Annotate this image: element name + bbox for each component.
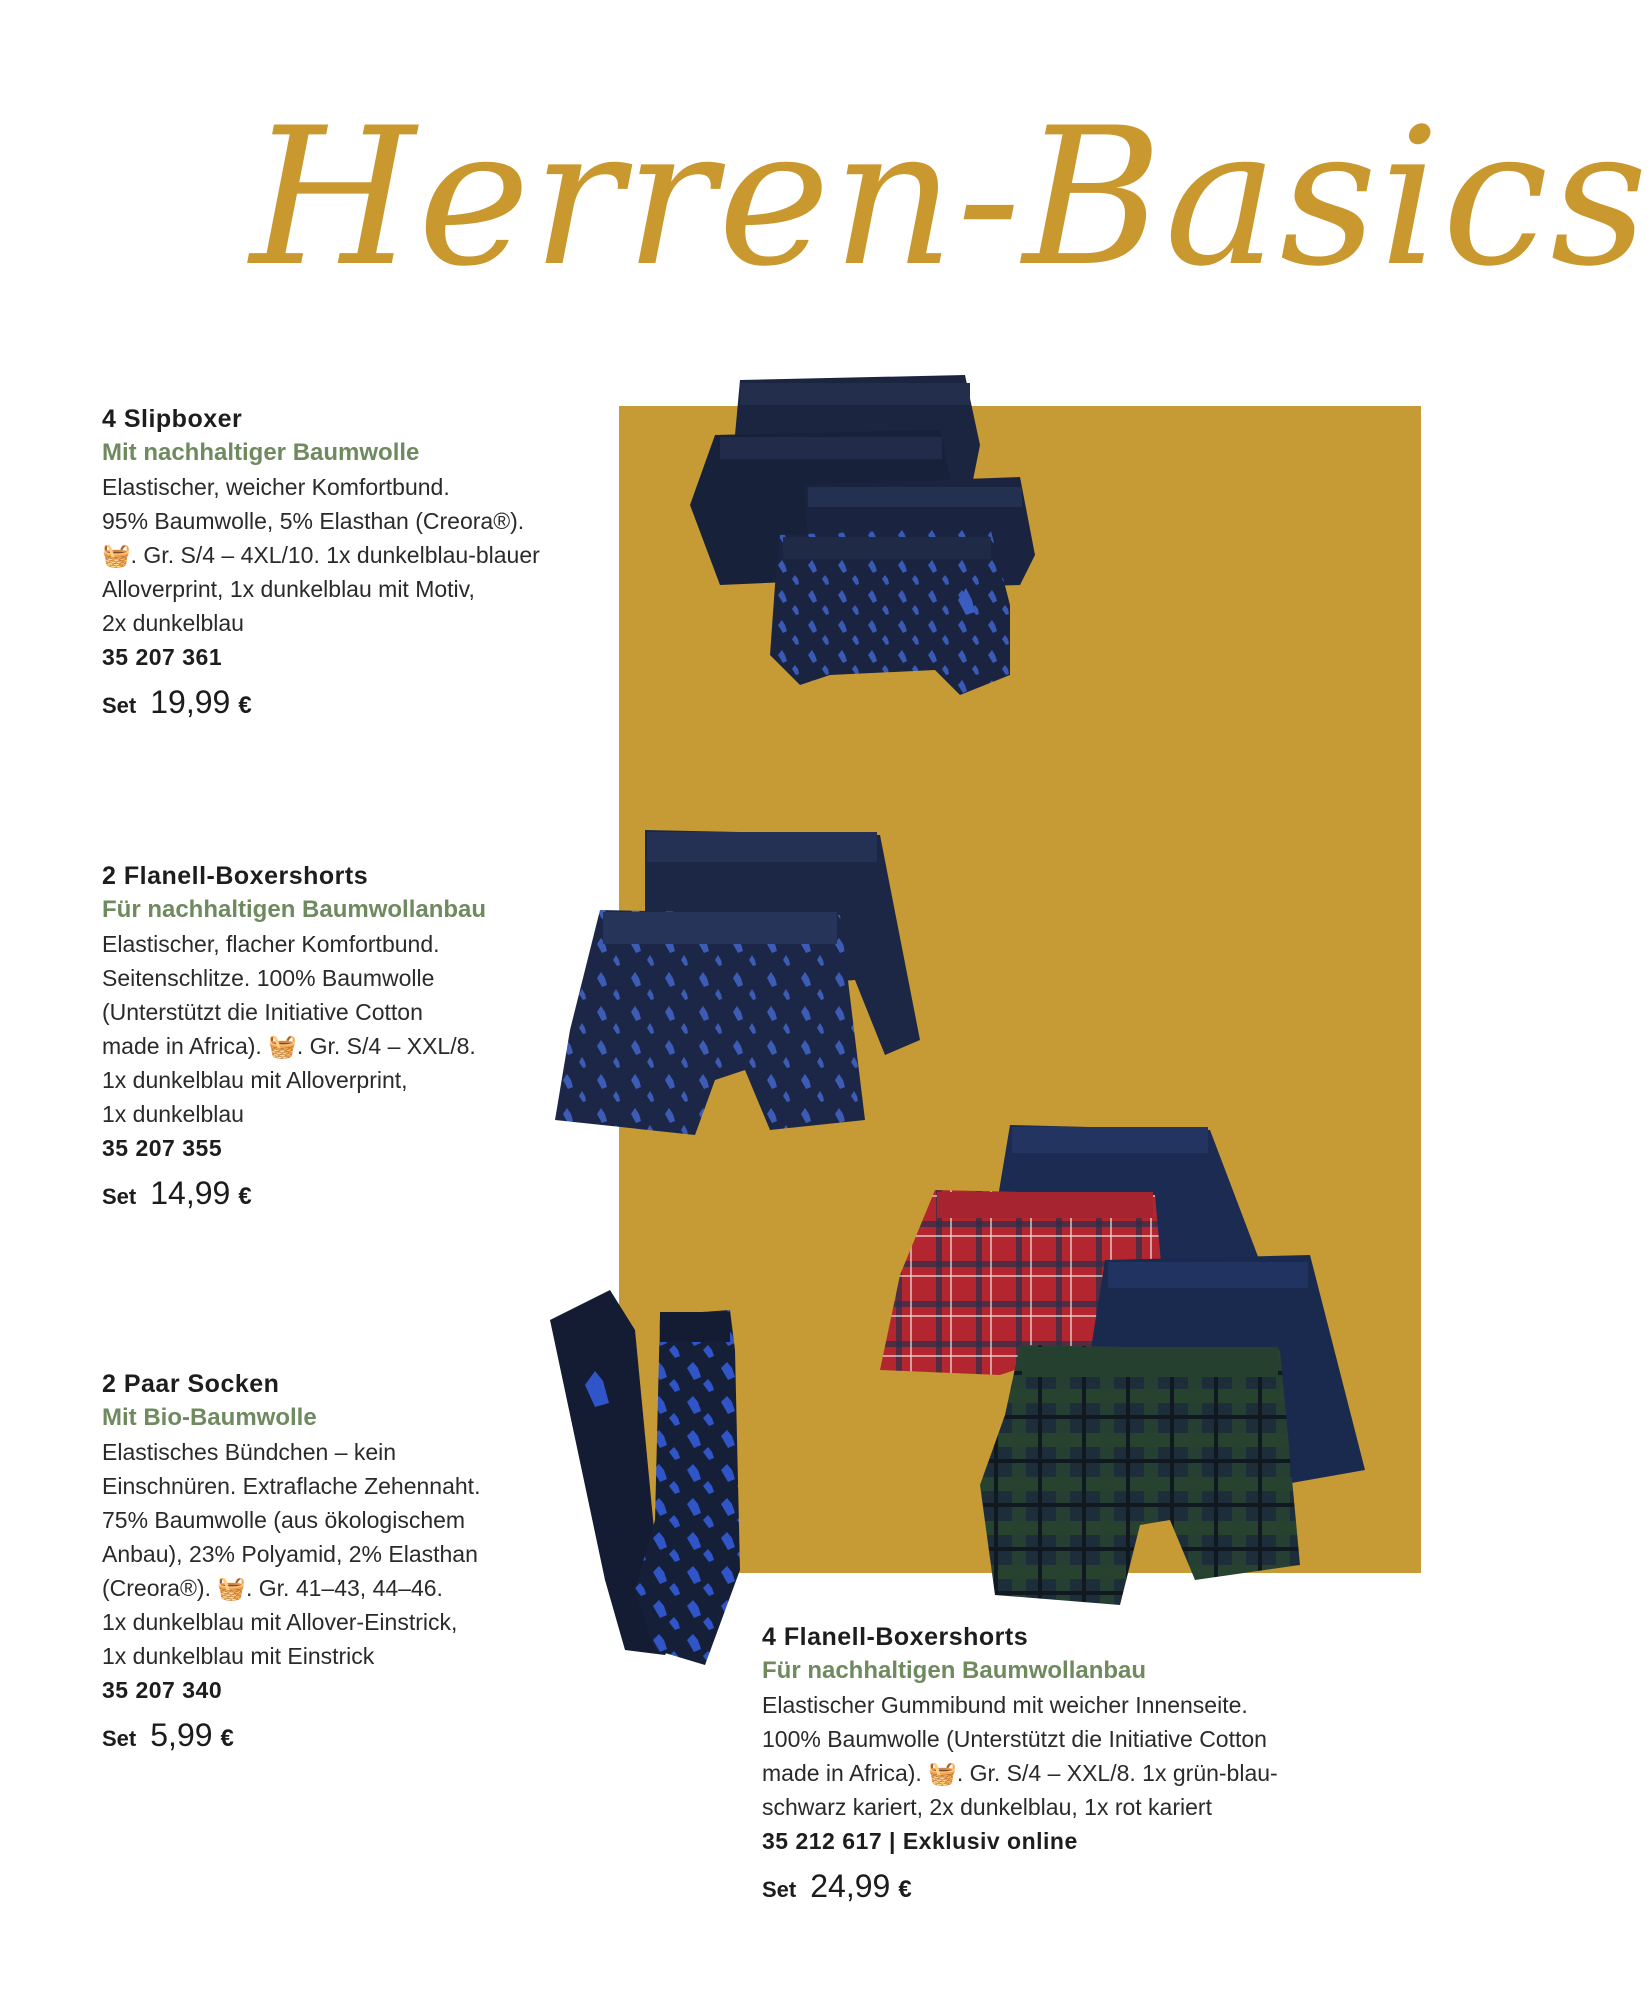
price-label: Set — [762, 1877, 797, 1902]
price-amount: 5,99 — [150, 1717, 213, 1753]
price-amount: 19,99 — [150, 684, 231, 720]
product-flanell-boxershorts-2 — [102, 859, 622, 1212]
product-description: Elastischer Gummibund mit weicher Innenseite. 100% Baumwolle (Unterstützt die Initiative Cotton made in Africa). 🧺. Gr. S/4 – XXL/8. 1x grün-blau- schwarz kariert, 2x dunkelblau, 1x rot kariert — [762, 1692, 1278, 1820]
price-label: Set — [102, 1726, 137, 1751]
currency: € — [238, 1183, 252, 1210]
product-subtitle: Mit nachhaltiger Baumwolle — [102, 439, 420, 466]
price — [762, 1868, 1402, 1905]
article-number: 35 207 340 — [102, 1677, 223, 1703]
page-title: Herren-Basics — [250, 87, 1650, 308]
price-amount: 14,99 — [150, 1175, 231, 1211]
product-socken — [102, 1367, 622, 1754]
product-description: Elastischer, weicher Komfortbund. 95% Baumwolle, 5% Elasthan (Creora®). 🧺. Gr. S/4 – 4XL/10. 1x dunkelblau-blauer Alloverprint, 1x dunkelblau mit Motiv, 2x dunkelblau — [102, 474, 540, 636]
currency: € — [898, 1876, 912, 1903]
product-subtitle: Für nachhaltigen Baumwollanbau — [762, 1657, 1147, 1684]
price — [102, 1175, 622, 1212]
product-name: 2 Flanell-Boxershorts — [102, 862, 369, 890]
product-name: 4 Flanell-Boxershorts — [762, 1623, 1029, 1651]
price — [102, 1717, 622, 1754]
product-name: 2 Paar Socken — [102, 1370, 280, 1398]
product-description: Elastischer, flacher Komfortbund. Seitenschlitze. 100% Baumwolle (Unterstützt die Initiative Cotton made in Africa). 🧺. Gr. S/4 – XXL/8. 1x dunkelblau mit Alloverprint, 1x dunkelblau — [102, 931, 476, 1127]
slipboxer-photo — [680, 375, 1080, 725]
price — [102, 684, 622, 721]
article-number: 35 207 355 — [102, 1135, 223, 1161]
article-number: 35 207 361 — [102, 644, 223, 670]
price-amount: 24,99 — [810, 1868, 891, 1904]
product-flanell-boxershorts-4 — [762, 1620, 1402, 1905]
product-name: 4 Slipboxer — [102, 405, 243, 433]
product-subtitle: Für nachhaltigen Baumwollanbau — [102, 896, 487, 923]
product-slipboxer — [102, 402, 622, 721]
currency: € — [238, 692, 252, 719]
flanell-boxershorts-4-photo — [880, 1125, 1370, 1615]
currency: € — [220, 1725, 234, 1752]
article-number: 35 212 617 | Exklusiv online — [762, 1828, 1078, 1854]
price-label: Set — [102, 1184, 137, 1209]
product-description: Elastisches Bündchen – kein Einschnüren. Extraflache Zehennaht. 75% Baumwolle (aus ökologischem Anbau), 23% Polyamid, 2% Elasthan (Creora®). 🧺. Gr. 41–43, 44–46. 1x dunkelblau mit Allover-Einstrick, 1x dunkelblau mit Einstrick — [102, 1439, 481, 1669]
product-subtitle: Mit Bio-Baumwolle — [102, 1404, 317, 1431]
price-label: Set — [102, 693, 137, 718]
